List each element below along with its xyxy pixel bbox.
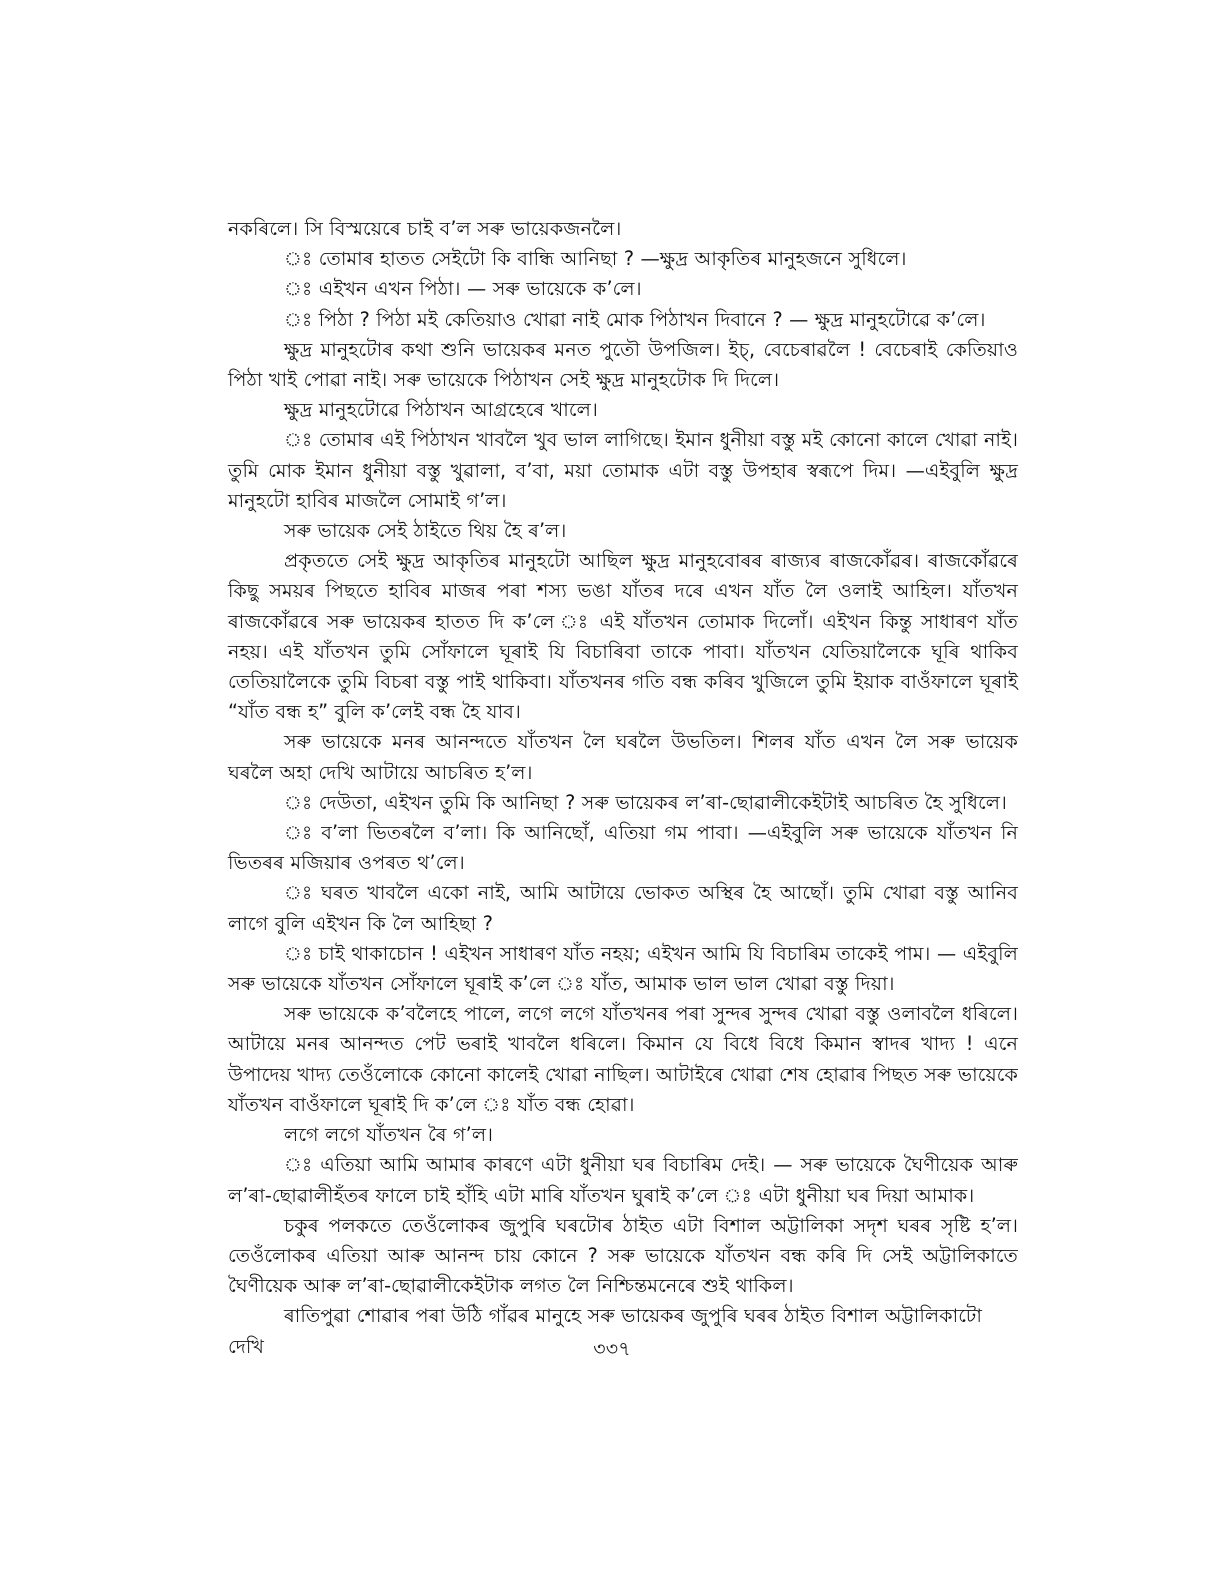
paragraph-6: ক্ষুদ্ৰ মানুহটোৱে পিঠাখন আগ্ৰহেৰে খালে। — [284, 398, 598, 422]
paragraph-1: নকৰিলে। সি বিস্ময়েৰে চাই ব’ল সৰু ভায়েকজনলৈ। — [228, 217, 622, 240]
paragraph-4: ঃ পিঠা ? পিঠা মই কেতিয়াও খোৱা নাই মোক পিঠাখন দিবানে ? — ক্ষুদ্ৰ মানুহটোৱে ক’লে। — [284, 307, 986, 331]
paragraph-16: লগে লগে যাঁতখন ৰৈ গ’ল। — [284, 1123, 494, 1147]
paragraph-14: ঃ চাই থাকাচোন ! এইখন সাধাৰণ যাঁত নহয়; এইখন আমি যি বিচাৰিম তাকেই পাম। — এইবুলি সৰু ভায়েকে যাঁতখন সোঁফালে ঘূৰাই ক’লে ঃ যাঁত, আমাক ভাল ভাল খোৱা বস্তু দিয়া। — [228, 941, 1018, 996]
paragraph-10: সৰু ভায়েকে মনৰ আনন্দতে যাঁতখন লৈ ঘৰলৈ উভতিল। শিলৰ যাঁত এখন লৈ সৰু ভায়েক ঘৰলৈ অহা দেখি আটায়ে আচৰিত হ’ল। — [228, 730, 1018, 784]
paragraph-17: ঃ এতিয়া আমি আমাৰ কাৰণে এটা ধুনীয়া ঘৰ বিচাৰিম দেই। — সৰু ভায়েকে ঘৈণীয়েক আৰু ল’ৰা-ছোৱালীহঁতৰ ফালে চাই হাঁহি এটা মাৰি যাঁতখন ঘুৰাই ক’লে ঃ এটা ধুনীয়া ঘৰ দিয়া আমাক। — [228, 1153, 1018, 1207]
paragraph-3: ঃ এইখন এখন পিঠা। — সৰু ভায়েকে ক’লে। — [284, 277, 642, 301]
paragraph-19: ৰাতিপুৱা শোৱাৰ পৰা উঠি গাঁৱৰ মানুহে সৰু ভায়েকৰ জুপুৰি ঘৰৰ ঠাইত বিশাল অট্টালিকাটো দেখি — [228, 1304, 983, 1358]
page-text-block — [228, 214, 1018, 1362]
paragraph-2: ঃ তোমাৰ হাতত সেইটো কি বান্ধি আনিছা ? —ক্ষুদ্ৰ আকৃতিৰ মানুহজনে সুধিলে। — [284, 247, 907, 271]
page-number: ৩৩৭ — [593, 1337, 631, 1360]
paragraph-7: ঃ তোমাৰ এই পিঠাখন খাবলৈ খুব ভাল লাগিছে। ইমান ধুনীয়া বস্তু মই কোনো কালে খোৱা নাই। তুমি মোক ইমান ধুনীয়া বস্তু খুৱালা, ব’বা, ময়া তোমাক এটা বস্তু উপহাৰ স্বৰূপে দিম। —এইবুলি ক্ষুদ্ৰ মানুহটো হাবিৰ মাজলৈ সোমাই গ’ল। — [228, 428, 1018, 512]
paragraph-9: প্ৰকৃততে সেই ক্ষুদ্ৰ আকৃতিৰ মানুহটো আছিল ক্ষুদ্ৰ মানুহবোৰৰ ৰাজ্যৰ ৰাজকোঁৱৰ। ৰাজকোঁৱৰে কিছু সময়ৰ পিছতে হাবিৰ মাজৰ পৰা শস্য ভঙা যাঁতৰ দৰে এখন যাঁত লৈ ওলাই আহিল। যাঁতখন ৰাজকোঁৱৰে সৰু ভায়েকৰ হাতত দি ক’লে ঃ এই যাঁতখন তোমাক দিলোঁ। এইখন কিন্তু সাধাৰণ যাঁত নহয়। এই যাঁতখন তুমি সোঁফালে ঘূৰাই যি বিচাৰিবা তাকে পাবা। যাঁতখন যেতিয়ালৈকে ঘূৰি থাকিব তেতিয়ালৈকে তুমি বিচৰা বস্তু পাই থাকিবা। যাঁতখনৰ গতি বন্ধ কৰিব খুজিলে তুমি ইয়াক বাওঁফালে ঘূৰাই “যাঁত বন্ধ হ” বুলি ক’লেই বন্ধ হৈ যাব। — [228, 549, 1018, 724]
paragraph-5: ক্ষুদ্ৰ মানুহটোৰ কথা শুনি ভায়েকৰ মনত পুতৌ উপজিল। ইচ্, বেচেৰাৱলৈ ! বেচেৰাই কেতিয়াও পিঠা খাই পোৱা নাই। সৰু ভায়েকে পিঠাখন সেই ক্ষুদ্ৰ মানুহটোক দি দিলে। — [228, 337, 1018, 392]
paragraph-11: ঃ দেউতা, এইখন তুমি কি আনিছা ? সৰু ভায়েকৰ ল’ৰা-ছোৱালীকেইটাই আচৰিত হৈ সুধিলে। — [284, 790, 1007, 814]
paragraph-12: ঃ ব’লা ভিতৰলৈ ব’লা। কি আনিছোঁ, এতিয়া গম পাবা। —এইবুলি সৰু ভায়েকে যাঁতখন নি ভিতৰৰ মজিয়াৰ ওপৰত থ’লে। — [228, 821, 1018, 875]
paragraph-18: চকুৰ পলকতে তেওঁলোকৰ জুপুৰি ঘৰটোৰ ঠাইত এটা বিশাল অট্টালিকা সদৃশ ঘৰৰ সৃষ্টি হ’ল। তেওঁলোকৰ এতিয়া আৰু আনন্দ চায় কোনে ? সৰু ভায়েকে যাঁতখন বন্ধ কৰি দি সেই অট্টালিকাতে ঘৈণীয়েক আৰু ল’ৰা-ছোৱালীকেইটাক লগত লৈ নিশ্চিন্তমনেৰে শুই থাকিল। — [228, 1213, 1018, 1298]
paragraph-15: সৰু ভায়েকে ক’বলৈহে পালে, লগে লগে যাঁতখনৰ পৰা সুন্দৰ সুন্দৰ খোৱা বস্তু ওলাবলৈ ধৰিলে। আটায়ে মনৰ আনন্দত পেট ভৰাই খাবলৈ ধৰিলে। কিমান যে বিধে বিধে কিমান স্বাদৰ খাদ্য ! এনে উপাদেয় খাদ্য তেওঁলোকে কোনো কালেই খোৱা নাছিল। আটাইৰে খোৱা শেষ হোৱাৰ পিছত সৰু ভায়েকে যাঁতখন বাওঁফালে ঘূৰাই দি ক’লে ঃ যাঁত বন্ধ হোৱা। — [228, 1002, 1018, 1116]
paragraph-13: ঃ ঘৰত খাবলৈ একো নাই, আমি আটায়ে ভোকত অস্থিৰ হৈ আছোঁ। তুমি খোৱা বস্তু আনিব লাগে বুলি এইখন কি লৈ আহিছা ? — [228, 881, 1018, 935]
paragraph-8: সৰু ভায়েক সেই ঠাইতে থিয় হৈ ৰ’ল। — [284, 519, 567, 543]
